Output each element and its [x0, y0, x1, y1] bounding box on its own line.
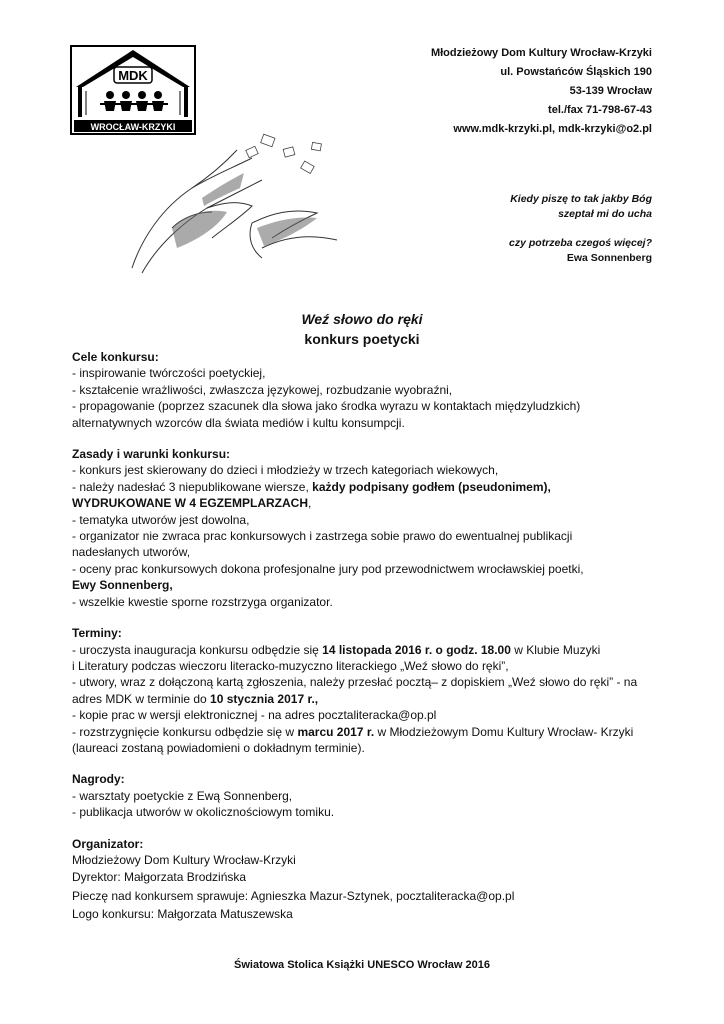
terminy-line: - kopie prac w wersji elektronicznej - na adres pocztaliteracka@op.pl — [72, 708, 437, 723]
hands-illustration — [112, 128, 352, 278]
cele-line: - inspirowanie twórczości poetyckiej, — [72, 366, 266, 381]
logo-top-text: MDK — [118, 68, 148, 83]
cele-line: alternatywnych wzorców dla świata mediów i kultu konsumpcji. — [72, 415, 405, 430]
terminy-line: i Literatury podczas wieczoru literacko-muzyczno literackiego „Weź słowo do ręki”, — [72, 658, 509, 673]
section-heading-terminy: Terminy: — [72, 626, 122, 641]
zasady-line — [72, 495, 662, 511]
section-heading-organizator: Organizator: — [72, 836, 144, 851]
organizator-line: Młodzieżowy Dom Kultury Wrocław-Krzyki — [72, 852, 296, 867]
zasady-line — [72, 479, 662, 495]
zasady-bold: WYDRUKOWANE W 4 EGZEMPLARZACH — [72, 496, 308, 511]
zasady-line: Ewy Sonnenberg, — [72, 578, 173, 593]
motto-quote — [509, 192, 652, 266]
terminy-bold: 14 listopada 2016 r. o godz. 18.00 — [322, 642, 511, 657]
zasady-line: - wszelkie kwestie sporne rozstrzyga organizator. — [72, 594, 333, 609]
terminy-text: w Młodzieżowym Domu Kultury Wrocław- Krzyki — [374, 724, 634, 739]
terminy-text: adres MDK w terminie do — [72, 691, 211, 706]
contact-line: ul. Powstańców Śląskich 190 — [500, 66, 652, 78]
contact-line: www.mdk-krzyki.pl, mdk-krzyki@o2.pl — [453, 123, 652, 135]
terminy-text: - uroczysta inauguracja konkursu odbędzie się — [72, 642, 323, 657]
zasady-line: - organizator nie zwraca prac konkursowych i zastrzega sobie prawo do ewentualnej publikacji — [72, 529, 573, 544]
zasady-line: - konkurs jest skierowany do dzieci i młodzieży w trzech kategoriach wiekowych, — [72, 463, 499, 478]
terminy-line: - utwory, wraz z dołączoną kartą zgłoszenia, należy przesłać pocztą– z dopiskiem „Weź słowo do ręki” - na — [72, 675, 638, 690]
terminy-line: (laureaci zostaną powiadomieni o dokładnym terminie). — [72, 740, 365, 755]
section-heading-zasady: Zasady i warunki konkursu: — [72, 447, 231, 462]
terminy-line — [72, 691, 662, 707]
organizator-line: Logo konkursu: Małgorzata Matuszewska — [72, 907, 293, 922]
contact-line: 53-139 Wrocław — [569, 85, 652, 97]
zasady-bold: każdy podpisany godłem (pseudonimem), — [312, 479, 551, 494]
contact-block — [431, 44, 652, 139]
nagrody-line: - publikacja utworów w okolicznościowym tomiku. — [72, 805, 335, 820]
quote-line: Kiedy piszę to tak jakby Bóg — [510, 193, 652, 205]
quote-author: Ewa Sonnenberg — [566, 252, 652, 264]
footer-text: Światowa Stolica Książki UNESCO Wrocław 2016 — [234, 959, 490, 971]
section-heading-cele: Cele konkursu: — [72, 350, 159, 364]
terminy-line — [72, 642, 662, 658]
contest-title: Weź słowo do ręki — [301, 311, 423, 327]
terminy-text: w Klubie Muzyki — [510, 642, 601, 657]
contact-line: tel./fax 71-798-67-43 — [548, 104, 652, 116]
terminy-bold: 10 stycznia 2017 r., — [210, 691, 319, 706]
nagrody-line: - warsztaty poetyckie z Ewą Sonnenberg, — [72, 788, 293, 803]
mdk-logo — [70, 45, 196, 135]
quote-line: szeptał mi do ucha — [558, 208, 652, 220]
terminy-line — [72, 724, 662, 740]
contact-line: Młodzieżowy Dom Kultury Wrocław-Krzyki — [430, 47, 652, 59]
organizator-line: Dyrektor: Małgorzata Brodzińska — [72, 870, 247, 885]
organizator-line: Pieczę nad konkursem sprawuje: Agnieszka Mazur-Sztynek, pocztaliteracka@op.pl — [72, 888, 515, 903]
contest-subtitle: konkurs poetycki — [304, 331, 420, 347]
section-heading-nagrody: Nagrody: — [72, 772, 125, 787]
zasady-text: , — [308, 496, 312, 511]
quote-line: czy potrzeba czegoś więcej? — [509, 237, 652, 249]
zasady-text: - należy nadesłać 3 niepublikowane wiersze, — [72, 479, 313, 494]
terminy-bold: marcu 2017 r. — [297, 724, 375, 739]
rules-content — [72, 349, 662, 923]
logo-bottom-text: WROCŁAW-KRZYKI — [90, 122, 176, 132]
cele-line: - kształcenie wrażliwości, zwłaszcza językowej, rozbudzanie wyobraźni, — [72, 382, 453, 397]
zasady-line: nadesłanych utworów, — [72, 545, 191, 560]
zasady-line: - oceny prac konkursowych dokona profesjonalne jury pod przewodnictwem wrocławskiej poetki, — [72, 561, 584, 576]
zasady-line: - tematyka utworów jest dowolna, — [72, 512, 250, 527]
terminy-text: - rozstrzygnięcie konkursu odbędzie się w — [72, 724, 298, 739]
cele-line: - propagowanie (poprzez szacunek dla słowa jako środka wyrazu w kontaktach międzyludzkich) — [72, 399, 581, 414]
